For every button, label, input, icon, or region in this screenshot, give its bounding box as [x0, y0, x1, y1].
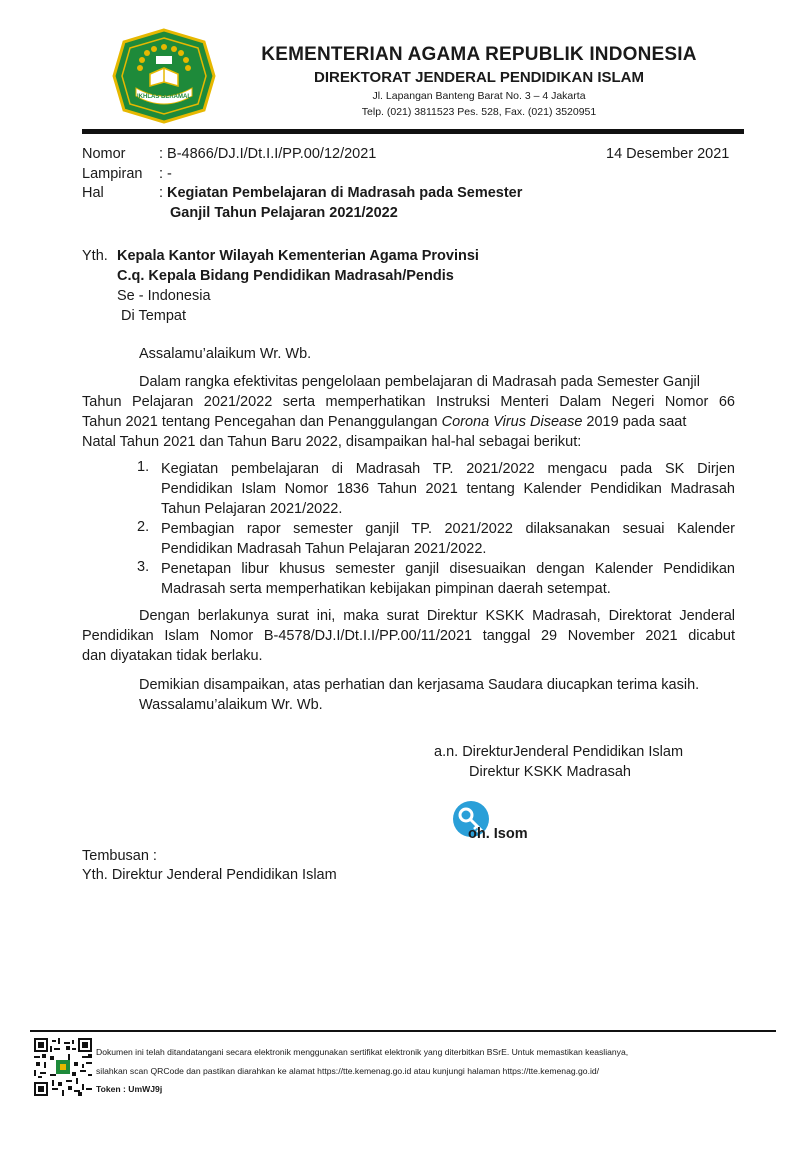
list-item-1-line3: Tahun Pelajaran 2021/2022.: [161, 501, 343, 517]
para1-line1: Dalam rangka efektivitas pengelolaan pembelajaran di Madrasah pada Semester Ganjil: [139, 374, 700, 390]
para2-line1: Dengan berlakunya surat ini, maka surat Direktur KSKK Madrasah, Direktorat Jenderal: [139, 608, 735, 624]
list-item-3-line1: Penetapan libur khusus semester ganjil disesuaikan dengan Kalender Pendidikan: [161, 561, 735, 577]
list-item-2-number: 2.: [137, 519, 150, 535]
signatory-name: oh. Isom: [468, 826, 528, 842]
para2-line3: dan diyatakan tidak berlaku.: [82, 648, 263, 664]
signature-title: Direktur KSKK Madrasah: [469, 764, 631, 780]
footer-note-line2: silahkan scan QRCode dan pastikan diarahkan ke alamat https://tte.kemenag.go.id atau kunjungi halaman https://tte.kemenag.go.id/: [96, 1066, 600, 1076]
lampiran-value: : -: [159, 166, 172, 182]
logo-ribbon-text: IKHLAS BERAMAL: [137, 94, 191, 100]
para1-line4: Natal Tahun 2021 dan Tahun Baru 2022, disampaikan hal-hal sebagai berikut:: [82, 434, 582, 450]
cc-label: Tembusan :: [82, 848, 157, 864]
ministry-name: KEMENTERIAN AGAMA REPUBLIK INDONESIA: [261, 44, 697, 65]
hal-colon: :: [159, 185, 164, 201]
qr-code-icon: [34, 1038, 92, 1096]
recipient-line-4: Di Tempat: [121, 308, 187, 324]
header-divider: [82, 129, 744, 134]
footer-note-line1: Dokumen ini telah ditandatangani secara elektronik menggunakan sertifikat elektronik yang diterbitkan BSrE. Untuk memastikan keaslianya,: [96, 1047, 629, 1057]
footer-divider: [30, 1030, 776, 1032]
closing-salam: Wassalamu’alaikum Wr. Wb.: [139, 697, 323, 713]
para1-line3-italic: Corona Virus Disease: [441, 414, 583, 430]
recipient-line-1: Kepala Kantor Wilayah Kementerian Agama Provinsi: [117, 248, 479, 264]
hal-label: Hal: [82, 185, 104, 201]
closing-line: Demikian disampaikan, atas perhatian dan kerjasama Saudara diucapkan terima kasih.: [139, 677, 700, 693]
subject-line-1: Kegiatan Pembelajaran di Madrasah pada Semester: [167, 185, 523, 201]
kemenag-logo: [112, 28, 216, 124]
para1-line3-a: Tahun 2021 tentang Pencegahan dan Penanggulangan: [82, 414, 442, 430]
list-item-1-line2: Pendidikan Islam Nomor 1836 Tahun 2021 tentang Kalender Pendidikan Madrasah: [161, 481, 735, 497]
list-item-1-number: 1.: [137, 459, 150, 475]
phone-fax: Telp. (021) 3811523 Pes. 528, Fax. (021) 3520951: [361, 106, 597, 118]
para1-line2: Tahun Pelajaran 2021/2022 serta memperhatikan Instruksi Menteri Dalam Negeri Nomor 66: [82, 394, 735, 410]
directorate-name: DIREKTORAT JENDERAL PENDIDIKAN ISLAM: [313, 69, 645, 86]
signature-an: a.n. DirekturJenderal Pendidikan Islam: [434, 744, 684, 760]
cc-item: Yth. Direktur Jenderal Pendidikan Islam: [82, 867, 337, 883]
list-item-2-line2: Pendidikan Madrasah Tahun Pelajaran 2021/2022.: [161, 541, 487, 557]
subject-line-2: Ganjil Tahun Pelajaran 2021/2022: [170, 205, 398, 221]
list-item-3-line2: Madrasah serta memperhatikan kebijakan pimpinan daerah setempat.: [161, 581, 611, 597]
footer-token: Token : UmWJ9j: [96, 1084, 163, 1094]
recipient-line-3: Se - Indonesia: [117, 288, 211, 304]
lampiran-label: Lampiran: [82, 166, 143, 182]
nomor-value: : B-4866/DJ.I/Dt.I.I/PP.00/12/2021: [159, 146, 377, 162]
list-item-2-line1: Pembagian rapor semester ganjil TP. 2021/2022 dilaksanakan sesuai Kalender: [161, 521, 735, 537]
recipient-yth: Yth.: [82, 248, 108, 264]
recipient-line-2: C.q. Kepala Bidang Pendidikan Madrasah/Pendis: [117, 268, 454, 284]
letter-date: 14 Desember 2021: [606, 146, 730, 162]
para1-line3: [82, 412, 735, 432]
para2-line2: Pendidikan Islam Nomor B-4578/DJ.I/Dt.I.I/PP.00/11/2021 tanggal 29 November 2021 dicabut: [82, 628, 735, 644]
nomor-label: Nomor: [82, 146, 126, 162]
address: Jl. Lapangan Banteng Barat No. 3 – 4 Jakarta: [372, 90, 586, 102]
para1-line3-c: 2019 pada saat: [582, 414, 687, 430]
list-item-3-number: 3.: [137, 559, 150, 575]
greeting: Assalamu’alaikum Wr. Wb.: [139, 346, 312, 362]
list-item-1-line1: Kegiatan pembelajaran di Madrasah TP. 2021/2022 mengacu pada SK Dirjen: [161, 461, 735, 477]
